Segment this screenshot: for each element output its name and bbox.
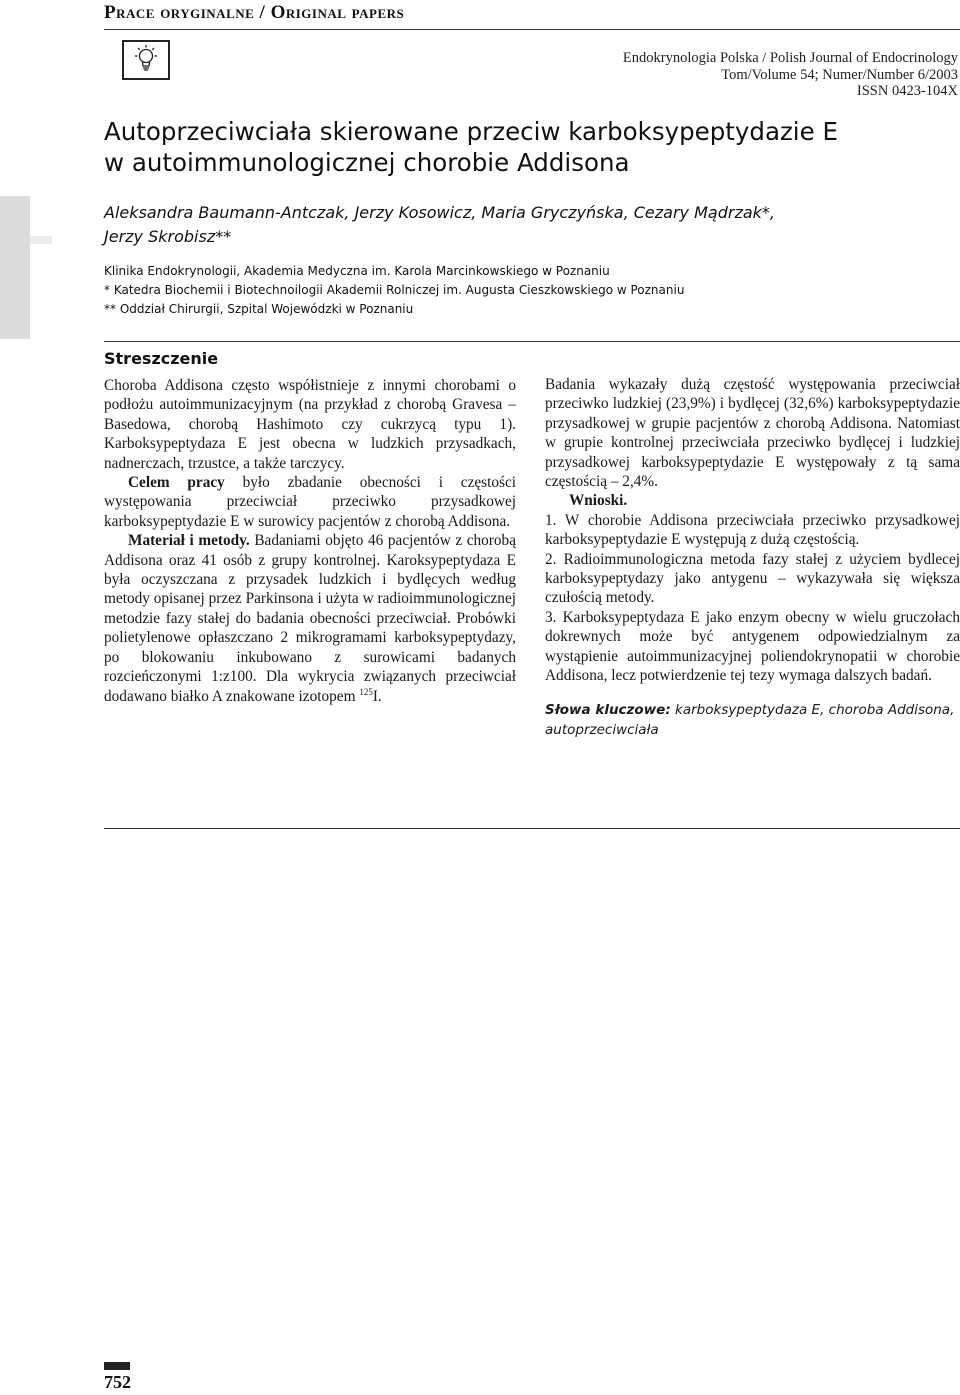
- conclusions-label: Wnioski.: [569, 492, 628, 510]
- journal-name: Endokrynologia Polska / Polish Journal of Endocrinology: [622, 50, 958, 66]
- abstract-results: Badania wykazały dużą częstość występowania przeciwciał przeciwko ludzkiej (23,9%) i bydlęcej (32,6%) karboksypeptydazie przysadkowej w grupie pacjentów z chorobą Addisona. Natomiast w grupie kontrolnej przeciwciała przeciwko bydlęcej i ludzkiej przysadkowej karboksypeptydazie E występowały z tą sama częstością – 2,4%.: [545, 376, 960, 491]
- conclusions-heading: [545, 491, 960, 510]
- conclusion-item: 2. Radioimmunologiczna metoda fazy stałej z użyciem bydlecej karboksypeptydazy jako antygenu – wykazywała się większa czułością metody.: [545, 550, 960, 607]
- methods-text: Badaniami objęto 46 pacjentów z chorobą Addisona oraz 41 osób z grupy kontrolnej. Karoksypeptydaza E była oczyszczana z przysadek ludzkich i bydlęcych według metody opisanej przez Parkinsona i użyta w radioimmunologicznej metodzie fazy stałej do badania obecności przeciwciał. Probówki polietylenowe opłaszczano 2 mikrogramami karboksypeptydazy, po blokowaniu inkubowano z surowicami badanych rozcieńczonymi 1:z100. Dla wykrycia związanych przeciwciał dodawano białko A znakowane izotopem: [104, 532, 516, 705]
- authors-line-1: Aleksandra Baumann-Antczak, Jerzy Kosowicz, Maria Gryczyńska, Cezary Mądrzak*,: [104, 203, 775, 222]
- abstract-methods: [104, 531, 516, 706]
- decorative-side-bar: [0, 196, 30, 339]
- authors: [104, 201, 904, 249]
- affiliation: Klinika Endokrynologii, Akademia Medyczna im. Karola Marcinkowskiego w Poznaniu: [104, 264, 610, 278]
- affiliation: ** Oddział Chirurgii, Szpital Wojewódzki w Poznaniu: [104, 302, 414, 316]
- authors-line-2: Jerzy Skrobisz**: [104, 227, 232, 246]
- article-title: [104, 116, 838, 178]
- journal-info: [623, 50, 958, 100]
- conclusion-item: 1. W chorobie Addisona przeciwciała przeciwko przysadkowej karboksypeptydazie E występują z dużą częstością.: [545, 511, 960, 549]
- affiliation: * Katedra Biochemii i Biotechnoilogii Akademii Rolniczej im. Augusta Cieszkowskiego w Poznaniu: [104, 283, 685, 297]
- title-line-1: Autoprzeciwciała skierowane przeciw karboksypeptydazie E: [104, 117, 838, 146]
- abstract-bottom-rule: [104, 828, 960, 829]
- aim-text: było zbadanie obecności i częstości występowania przeciwciał przeciwko przysadkowej karboksypeptydazie E w surowicy pacjentów z chorobą Addisona.: [104, 474, 516, 530]
- isotope-symbol: I.: [372, 687, 382, 705]
- conclusion-item: 3. Karboksypeptydaza E jako enzym obecny w wielu gruczołach dokrewnych może być antygenem odpowiedzialnym za wystąpienie autoimmunizacyjnej poliendokrynopatii w chorobie Addisona, lecz potwierdzenie tej tezy wymaga dalszych badań.: [545, 608, 960, 685]
- page-number-tab: [104, 1362, 130, 1370]
- isotope-mass: 125: [359, 686, 373, 697]
- keywords-text: karboksypeptydaza E, choroba Addisona, autoprzeciwciała: [545, 701, 955, 738]
- affiliations: [104, 262, 684, 319]
- keywords-label: Słowa kluczowe:: [545, 701, 671, 718]
- abstract-aim: [104, 473, 516, 531]
- methods-label: Materiał i metody.: [128, 532, 250, 550]
- section-label: Prace oryginalne / Original papers: [104, 2, 405, 23]
- header-rule: [104, 29, 960, 30]
- abstract-rule: [104, 341, 960, 342]
- journal-issn: ISSN 0423-104X: [856, 83, 958, 99]
- abstract-column-left: [104, 376, 516, 706]
- journal-volume: Tom/Volume 54; Numer/Number 6/2003: [721, 66, 958, 83]
- title-line-2: w autoimmunologicznej chorobie Addisona: [104, 148, 630, 177]
- abstract-intro: Choroba Addisona często współistnieje z innymi chorobami o podłożu autoimmunizacyjnym (na przykład z chorobą Gravesa – Basedowa, chorobą Hashimoto czy cukrzycą typu 1). Karboksypeptydaza E jest obecna w ludzkich przysadkach, nadnerczach, trzustce, a także tarczycy.: [104, 377, 516, 472]
- abstract-heading: Streszczenie: [104, 349, 219, 368]
- keywords: [545, 700, 960, 740]
- lightbulb-icon: [122, 40, 170, 80]
- page-number: 752: [104, 1372, 131, 1392]
- abstract-column-right: [545, 375, 960, 740]
- aim-label: Celem pracy: [128, 474, 225, 492]
